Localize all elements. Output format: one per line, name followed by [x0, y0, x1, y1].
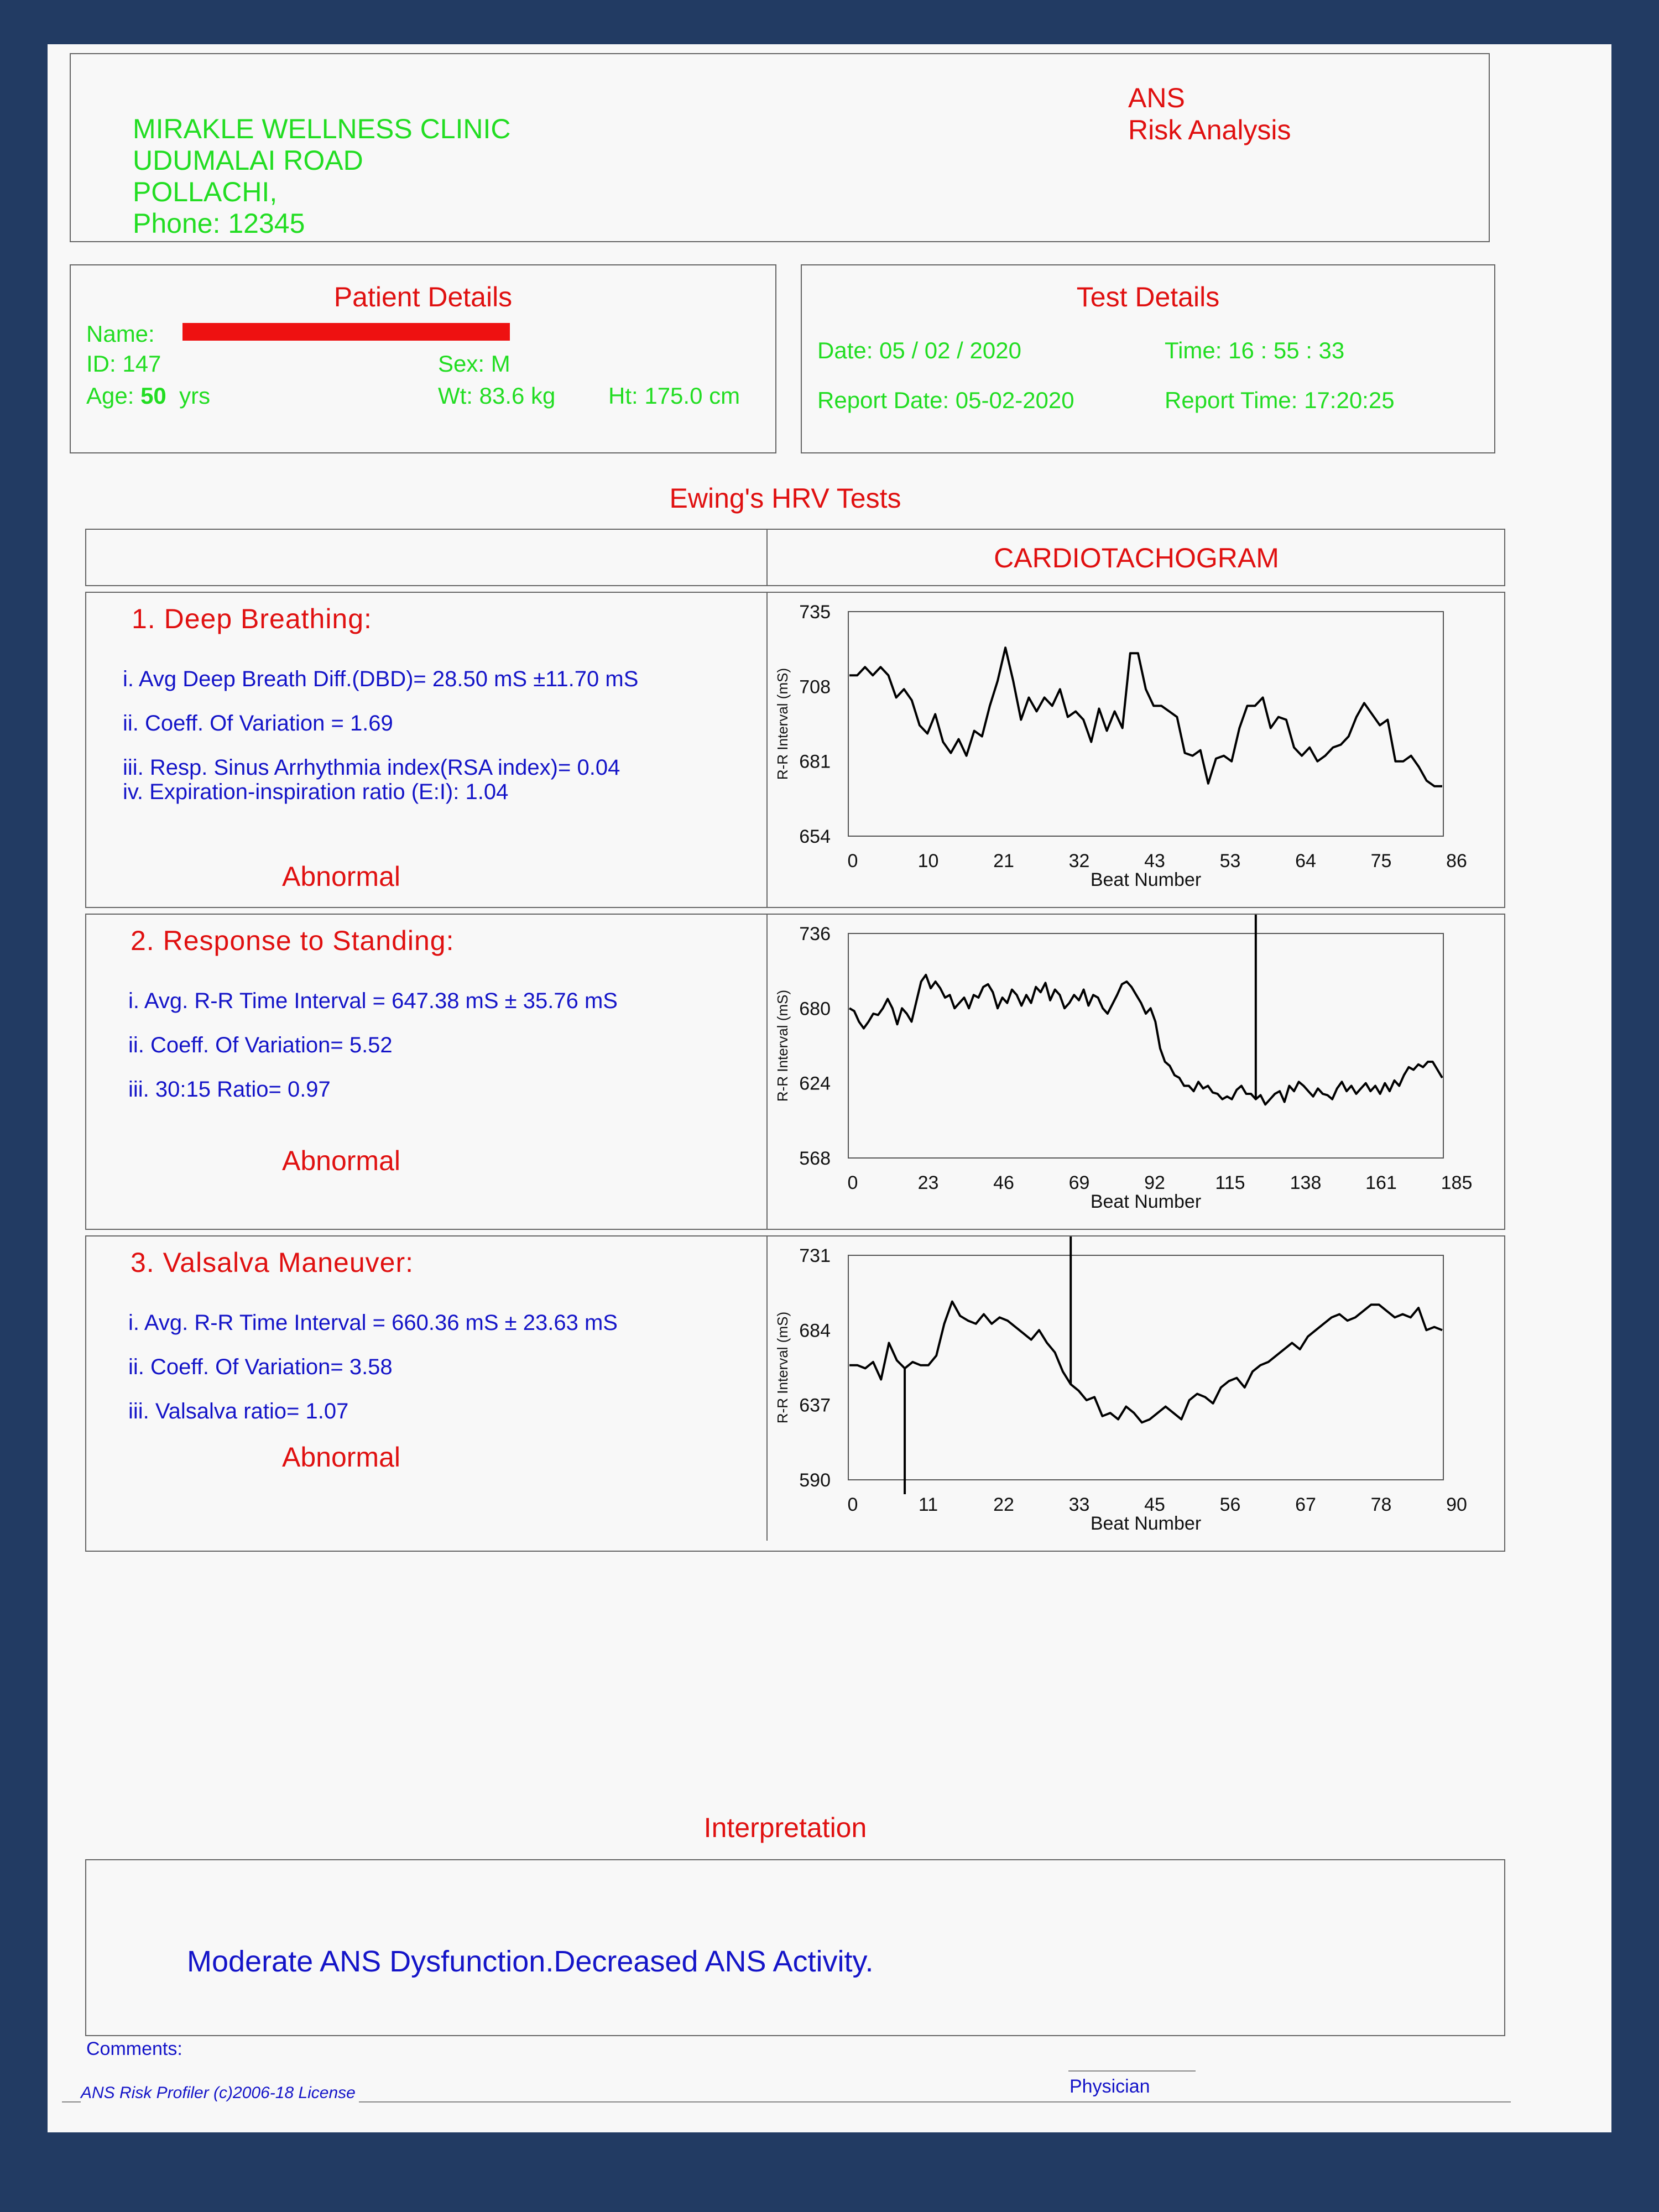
- x-tick-label: 46: [993, 1172, 1014, 1193]
- y-tick-label: 736: [799, 924, 831, 945]
- patient-id: ID: 147: [86, 351, 161, 377]
- y-tick-label: 568: [799, 1148, 831, 1169]
- x-tick-label: 69: [1068, 1172, 1090, 1193]
- y-axis-label: R-R Interval (mS): [774, 1311, 791, 1424]
- clinic-address-2: POLLACHI,: [133, 176, 278, 207]
- standing-result: Abnormal: [282, 1145, 400, 1176]
- x-tick-label: 0: [847, 1172, 858, 1193]
- x-tick-label: 56: [1219, 1494, 1241, 1515]
- y-tick-label: 590: [799, 1470, 831, 1491]
- x-tick-label: 11: [918, 1494, 938, 1515]
- y-tick-label: 680: [799, 998, 831, 1020]
- x-tick-label: 67: [1295, 1494, 1316, 1515]
- x-tick-label: 161: [1365, 1172, 1397, 1193]
- x-tick-label: 21: [993, 851, 1014, 872]
- patient-name-label: Name:: [86, 321, 155, 347]
- x-tick-label: 78: [1370, 1494, 1392, 1515]
- standing-line-1: i. Avg. R-R Time Interval = 647.38 mS ± 35.76 mS: [128, 989, 618, 1013]
- test-date: Date: 05 / 02 / 2020: [817, 337, 1021, 363]
- x-tick-label: 53: [1219, 851, 1241, 872]
- report-title-line2: Risk Analysis: [1128, 114, 1291, 145]
- plot-area: [848, 933, 1443, 1158]
- patient-weight: Wt: 83.6 kg: [438, 383, 556, 409]
- y-tick-label: 654: [799, 826, 831, 847]
- report-title-line1: ANS: [1128, 82, 1185, 113]
- x-tick-label: 10: [917, 851, 939, 872]
- deep-breathing-chart: [768, 593, 1503, 908]
- patient-sex: Sex: M: [438, 351, 510, 377]
- deep-breathing-result: Abnormal: [282, 861, 400, 892]
- valsalva-line-1: i. Avg. R-R Time Interval = 660.36 mS ± 23.63 mS: [128, 1311, 618, 1335]
- physician-signature-line: [1068, 2070, 1196, 2072]
- valsalva-result: Abnormal: [282, 1442, 400, 1473]
- physician-label: Physician: [1070, 2076, 1150, 2097]
- patient-age: Age: 50 yrs: [86, 383, 211, 409]
- rr-interval-series: [849, 648, 1442, 786]
- x-axis-label: Beat Number: [1090, 1191, 1202, 1212]
- x-tick-label: 64: [1295, 851, 1316, 872]
- test-time: Time: 16 : 55 : 33: [1165, 337, 1345, 363]
- x-tick-label: 43: [1144, 851, 1165, 872]
- x-tick-label: 138: [1290, 1172, 1322, 1193]
- x-axis-label: Beat Number: [1090, 1513, 1202, 1534]
- x-tick-label: 185: [1441, 1172, 1473, 1193]
- deep-breathing-title: 1. Deep Breathing:: [132, 603, 372, 634]
- x-tick-label: 23: [917, 1172, 939, 1193]
- standing-line-2: ii. Coeff. Of Variation= 5.52: [128, 1033, 393, 1057]
- plot-area: [848, 1255, 1443, 1480]
- rr-interval-series: [849, 975, 1442, 1104]
- x-axis-label: Beat Number: [1090, 869, 1202, 890]
- x-tick-label: 0: [847, 851, 858, 872]
- deep-breathing-line-2: ii. Coeff. Of Variation = 1.69: [123, 711, 393, 735]
- y-tick-label: 708: [799, 676, 831, 698]
- clinic-name: MIRAKLE WELLNESS CLINIC: [133, 113, 511, 144]
- valsalva-line-2: ii. Coeff. Of Variation= 3.58: [128, 1355, 393, 1379]
- y-tick-label: 684: [799, 1320, 831, 1342]
- comments-label: Comments:: [86, 2038, 182, 2059]
- x-tick-label: 0: [847, 1494, 858, 1515]
- standing-chart: [768, 915, 1503, 1230]
- deep-breathing-line-1: i. Avg Deep Breath Diff.(DBD)= 28.50 mS ±11.70 mS: [123, 667, 639, 691]
- x-tick-label: 86: [1446, 851, 1467, 872]
- patient-details-heading: Patient Details: [333, 281, 513, 312]
- patient-name-redacted: [182, 323, 510, 341]
- cardio-header: CARDIOTACHOGRAM: [994, 542, 1279, 573]
- y-axis-label: R-R Interval (mS): [774, 667, 791, 780]
- y-tick-label: 681: [799, 751, 831, 773]
- report-time: Report Time: 17:20:25: [1165, 387, 1395, 413]
- interpretation-heading: Interpretation: [703, 1812, 867, 1843]
- patient-height: Ht: 175.0 cm: [608, 383, 740, 409]
- clinic-info: [133, 113, 511, 239]
- deep-breathing-line-3: iii. Resp. Sinus Arrhythmia index(RSA index)= 0.04: [123, 755, 620, 780]
- valsalva-line-3: iii. Valsalva ratio= 1.07: [128, 1399, 349, 1423]
- clinic-phone: Phone: 12345: [133, 208, 305, 239]
- valsalva-title: 3. Valsalva Maneuver:: [131, 1247, 414, 1278]
- test-details-heading: Test Details: [1076, 281, 1220, 312]
- interpretation-text: Moderate ANS Dysfunction.Decreased ANS Activity.: [187, 1945, 874, 1978]
- x-tick-label: 75: [1370, 851, 1392, 872]
- x-tick-label: 92: [1144, 1172, 1165, 1193]
- standing-title: 2. Response to Standing:: [131, 925, 455, 956]
- ewing-title: Ewing's HRV Tests: [669, 483, 901, 514]
- x-tick-label: 33: [1068, 1494, 1090, 1515]
- x-tick-label: 45: [1144, 1494, 1165, 1515]
- clinic-address-1: UDUMALAI ROAD: [133, 145, 363, 176]
- y-axis-label: R-R Interval (mS): [774, 989, 791, 1102]
- deep-breathing-line-4: iv. Expiration-inspiration ratio (E:I): 1.04: [123, 780, 509, 804]
- x-tick-label: 90: [1446, 1494, 1467, 1515]
- y-tick-label: 637: [799, 1395, 831, 1416]
- rr-interval-series: [849, 1302, 1442, 1423]
- y-tick-label: 731: [799, 1245, 831, 1266]
- x-tick-label: 22: [993, 1494, 1014, 1515]
- standing-line-3: iii. 30:15 Ratio= 0.97: [128, 1077, 331, 1102]
- x-tick-label: 115: [1215, 1172, 1245, 1193]
- report-date: Report Date: 05-02-2020: [817, 387, 1074, 413]
- x-tick-label: 32: [1068, 851, 1090, 872]
- license-text: ANS Risk Profiler (c)2006-18 License: [81, 2084, 359, 2103]
- report-title: [1128, 82, 1291, 146]
- y-tick-label: 624: [799, 1073, 831, 1094]
- valsalva-chart: [768, 1237, 1503, 1552]
- y-tick-label: 735: [799, 602, 831, 623]
